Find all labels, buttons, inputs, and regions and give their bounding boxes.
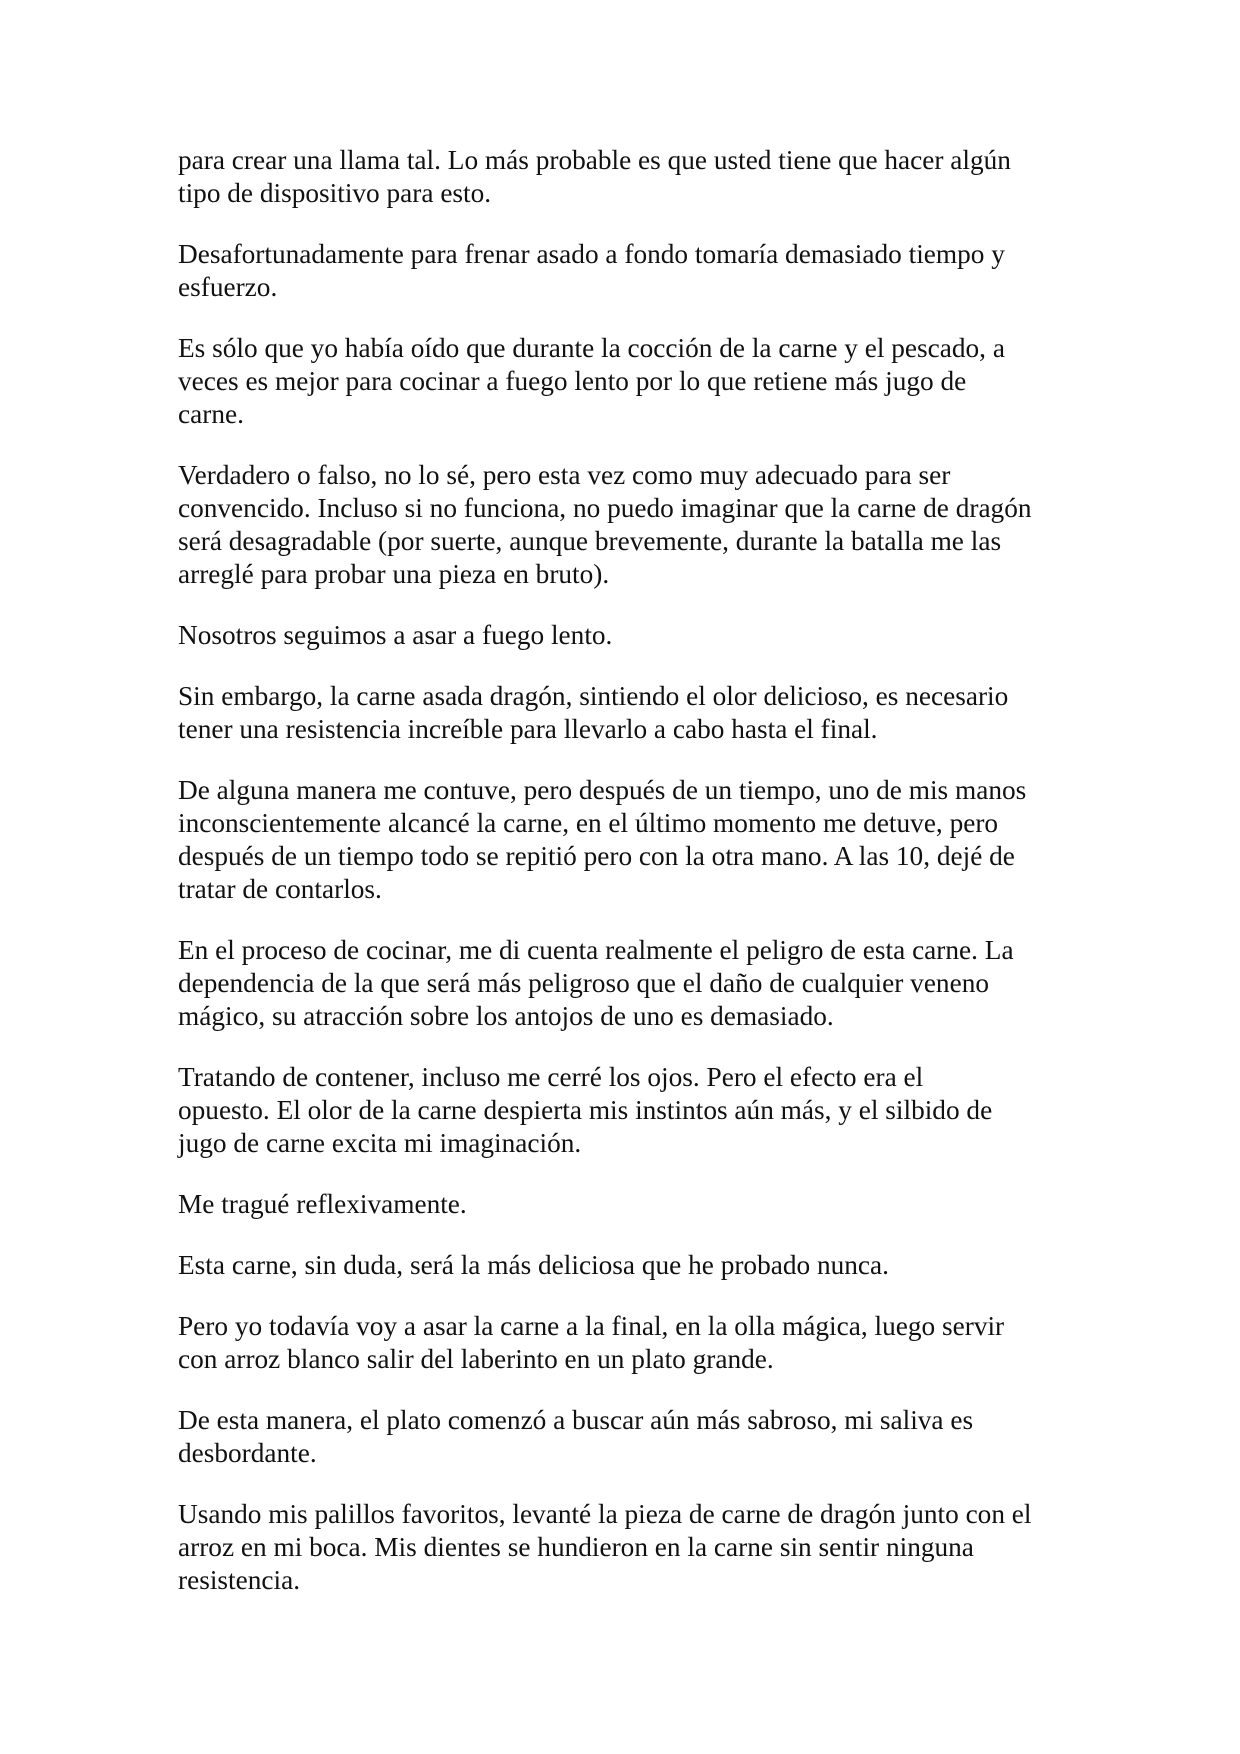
paragraph: Pero yo todavía voy a asar la carne a la final, en la olla mágica, luego servir con arroz blanco salir del laberinto en un plato grande.: [178, 1311, 1005, 1374]
document-body: [178, 144, 1078, 1625]
paragraph: De alguna manera me contuve, pero después de un tiempo, uno de mis manos inconscientemente alcancé la carne, en el último momento me detuve, pero después de un tiempo todo se repitió pero con la otra mano. A las 10, dejé de tratar de contarlos.: [178, 775, 1027, 904]
paragraph: Desafortunadamente para frenar asado a fondo tomaría demasiado tiempo y esfuerzo.: [178, 239, 1005, 302]
paragraph: En el proceso de cocinar, me di cuenta realmente el peligro de esta carne. La dependencia de la que será más peligroso que el daño de cualquier veneno mágico, su atracción sobre los antojos de uno es demasiado.: [178, 935, 1014, 1031]
paragraph: Esta carne, sin duda, será la más deliciosa que he probado nunca.: [178, 1250, 889, 1280]
paragraph: Verdadero o falso, no lo sé, pero esta vez como muy adecuado para ser convencido. Incluso si no funciona, no puedo imaginar que la carne de dragón será desagradable (por suerte, aunque brevemente, durante la batalla me las arreglé para probar una pieza en bruto).: [178, 460, 1032, 589]
paragraph: Sin embargo, la carne asada dragón, sintiendo el olor delicioso, es necesario tener una resistencia increíble para llevarlo a cabo hasta el final.: [178, 681, 1009, 744]
paragraph: para crear una llama tal. Lo más probable es que usted tiene que hacer algún tipo de dispositivo para esto.: [178, 145, 1011, 208]
paragraph: Usando mis palillos favoritos, levanté la pieza de carne de dragón junto con el arroz en mi boca. Mis dientes se hundieron en la carne sin sentir ninguna resistencia.: [178, 1499, 1032, 1595]
paragraph: Nosotros seguimos a asar a fuego lento.: [178, 620, 613, 650]
paragraph: Tratando de contener, incluso me cerré los ojos. Pero el efecto era el opuesto. El olor de la carne despierta mis instintos aún más, y el silbido de jugo de carne excita mi imaginación.: [178, 1062, 993, 1158]
paragraph: De esta manera, el plato comenzó a buscar aún más sabroso, mi saliva es desbordante.: [178, 1405, 974, 1468]
paragraph: Me tragué reflexivamente.: [178, 1189, 467, 1219]
paragraph: Es sólo que yo había oído que durante la cocción de la carne y el pescado, a veces es mejor para cocinar a fuego lento por lo que retiene más jugo de carne.: [178, 333, 1005, 429]
